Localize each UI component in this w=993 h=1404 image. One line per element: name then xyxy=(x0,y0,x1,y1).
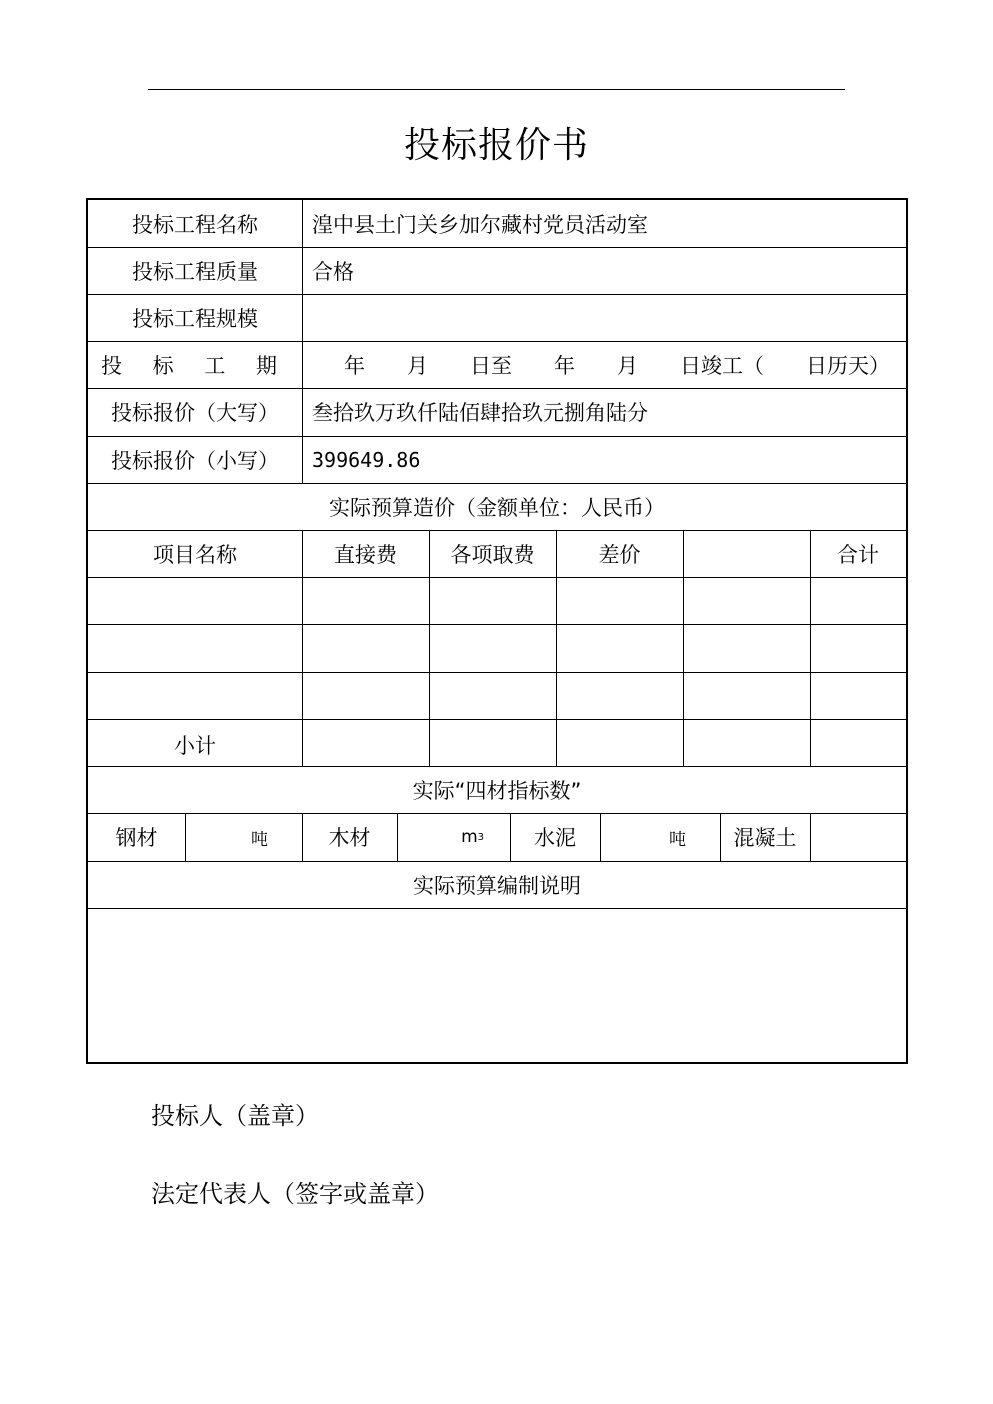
notes-content xyxy=(88,908,906,1062)
budget-col-fees: 各项取费 xyxy=(450,542,535,567)
budget-col-blank xyxy=(683,530,810,577)
material-steel-label: 钢材 xyxy=(115,826,158,850)
material-cement-label: 水泥 xyxy=(534,826,576,850)
bidder-seal-line: 投标人（盖章） xyxy=(151,1102,319,1130)
budget-col-price-diff: 差价 xyxy=(598,542,641,567)
project-quality-label: 投标工程质量 xyxy=(132,259,258,284)
budget-row-2-name xyxy=(88,624,302,672)
project-scale-label: 投标工程规模 xyxy=(132,306,258,331)
budget-col-direct-cost: 直接费 xyxy=(334,542,397,567)
material-concrete-unit xyxy=(810,813,906,861)
material-cement-unit: 吨 xyxy=(669,830,686,850)
budget-subtotal-label: 小计 xyxy=(174,734,216,758)
legal-rep-signature-line: 法定代表人（签字或盖章） xyxy=(151,1180,439,1208)
document-title: 投标报价书 xyxy=(403,125,589,166)
project-period-label: 投 标 工 期 xyxy=(100,353,290,378)
material-concrete-label: 混凝土 xyxy=(733,826,797,850)
project-scale-value xyxy=(302,294,908,341)
bid-price-figures-label: 投标报价（小写） xyxy=(111,448,279,473)
project-quality-value: 合格 xyxy=(312,259,354,284)
material-timber-unit: m 3 xyxy=(461,827,484,847)
material-timber-label: 木材 xyxy=(328,826,371,850)
budget-col-total: 合计 xyxy=(837,542,879,567)
bid-price-words-label: 投标报价（大写） xyxy=(111,401,279,425)
header-rule xyxy=(148,89,845,90)
material-steel-unit: 吨 xyxy=(251,830,268,850)
bid-price-words-value: 叁拾玖万玖仟陆佰肆拾玖元捌角陆分 xyxy=(312,401,648,425)
project-name-label: 投标工程名称 xyxy=(132,212,258,237)
budget-row-1-name xyxy=(88,577,302,624)
budget-heading: 实际预算造价（金额单位：人民币） xyxy=(329,495,665,520)
project-name-value: 湟中县土门关乡加尔藏村党员活动室 xyxy=(312,212,648,237)
bid-price-figures-value: 399649.86 xyxy=(312,447,421,472)
budget-row-3-name xyxy=(88,672,302,719)
bid-form-table xyxy=(86,198,908,1064)
project-period-value: 年 月 日至 年 月 日竣工（ 日历天） xyxy=(344,353,890,378)
notes-heading: 实际预算编制说明 xyxy=(413,873,581,898)
budget-col-item-name: 项目名称 xyxy=(153,542,237,567)
materials-heading: 实际“四材指标数” xyxy=(412,778,582,803)
